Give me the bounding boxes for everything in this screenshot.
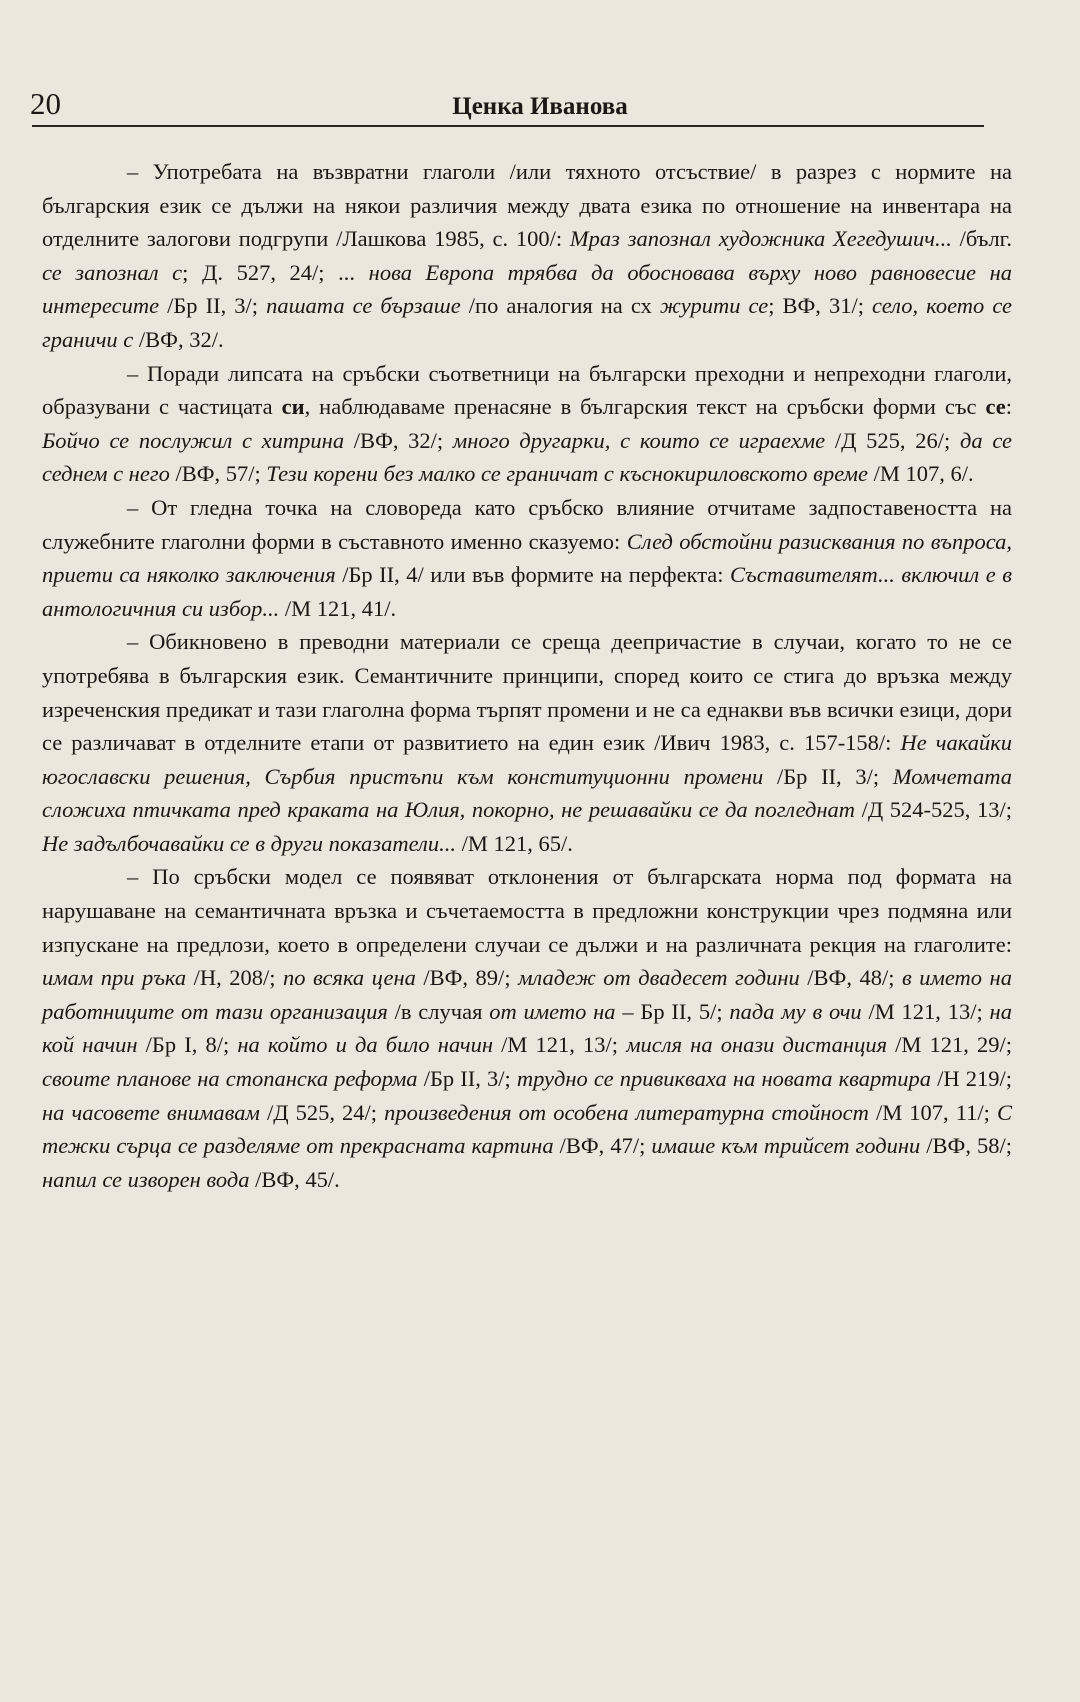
example-text: своите планове на стопанска реформа <box>42 1066 418 1092</box>
paragraph-text: /Бр II, 3/; <box>159 293 267 319</box>
paragraph-text: /ВФ, 45/. <box>249 1166 340 1192</box>
example-text: напил се изворен вода <box>42 1166 250 1192</box>
paragraph <box>42 491 1012 625</box>
paragraph-text: , наблюдаваме пренасяне в българския текст на сръбски форми със <box>304 394 986 420</box>
paragraph-text: /Н, 208/; <box>186 965 284 991</box>
paragraph-text: ; ВФ, 31/; <box>768 293 873 319</box>
paragraph-text: /М 121, 29/; <box>887 1032 1013 1058</box>
emphasis-text: се <box>985 394 1006 420</box>
paragraph <box>42 860 1012 1196</box>
paragraph-text: /Бр I, 8/; <box>137 1032 238 1058</box>
paragraph-text: /ВФ, 47/; <box>553 1133 652 1159</box>
paragraph-text: /ВФ, 48/; <box>799 965 902 991</box>
paragraph-text: /Д 525, 26/; <box>825 427 960 453</box>
paragraph-text: /ВФ, 57/; <box>169 461 267 487</box>
example-text: мисля на онази дистанция <box>626 1032 888 1058</box>
header-rule <box>32 125 984 127</box>
example-text: Мраз запознал художника Хегедушич... <box>569 226 952 252</box>
example-text: се запознал с <box>42 259 183 285</box>
running-head: Ценка Иванова <box>452 93 628 120</box>
paragraph-text: /Д 524-525, 13/; <box>855 797 1012 823</box>
paragraph-text: – Обикновено в преводни материали се среща деепричастие в случаи, когато то не се употребява в българския език. Семантичните принципи, според които се стига до връзка между изреченския предикат и тази глаголна форма търпят промени и не са еднакви във всички езици, дори се различават в отделните етапи от развитието на един език /Ивич 1983, с. 157-158/: <box>42 629 1012 756</box>
paragraph-text: /в случая <box>387 998 490 1024</box>
paragraph-text: /бълг. <box>951 226 1012 252</box>
paragraph-text: /М 121, 41/. <box>279 595 397 621</box>
example-text: на кой начин <box>42 998 1012 1058</box>
paragraph-text: /ВФ, 32/; <box>344 427 453 453</box>
example-text: пада му в очи <box>729 998 862 1024</box>
paragraph-text: /Бр II, 3/; <box>417 1066 517 1092</box>
paragraph <box>42 625 1012 860</box>
paragraph-text: /Н 219/; <box>930 1066 1012 1092</box>
example-text: пашата се бързаше <box>266 293 461 319</box>
paragraph-text: /М 107, 11/; <box>868 1099 997 1125</box>
paragraph-text: – Поради липсата на сръбски съответници на български преходни и непреходни глаголи, образувани с частицата <box>42 360 1012 420</box>
example-text: Съставителят... включил е в антологичния си избор... <box>42 562 1012 621</box>
paragraph-text: ; Д. 527, 24/; ... <box>182 259 369 285</box>
paragraph-text: – Бр II, 5/; <box>615 998 730 1024</box>
paragraph-text: /ВФ, 58/; <box>920 1133 1012 1159</box>
example-text: Момчетата сложиха птичката пред краката на Юлия, покорно, не решавайки се да погледнат <box>42 763 1012 823</box>
example-text: имам при ръка <box>42 965 187 991</box>
example-text: След обстойни разисквания по въпроса, приети са няколко заключения <box>42 528 1012 588</box>
example-text: произведения от особена литературна стойност <box>384 1099 869 1125</box>
example-text: Не задълбочавайки се в други показатели... <box>42 830 456 856</box>
example-text: много другарки, с които се играехме <box>452 427 826 453</box>
example-text: да се седнем с него <box>42 427 1013 487</box>
example-text: Бойчо се послужил с хитрина <box>42 427 345 453</box>
paragraph-text: /М 107, 6/. <box>867 461 974 487</box>
paragraph-text: /М 121, 65/. <box>455 830 573 856</box>
paragraph-text: /Бр II, 3/; <box>763 763 893 789</box>
paragraph-text: – От гледна точка на словореда като сръбско влияние отчитаме задпоставеността на служебните глаголни форми в съставното именно сказуемо: <box>42 494 1012 554</box>
example-text: журити се <box>659 293 769 319</box>
example-text: С тежки сърца се разделяме от прекрасната картина <box>42 1099 1012 1159</box>
example-text: от името на <box>489 998 616 1024</box>
paragraph-text: /М 121, 13/; <box>493 1032 627 1058</box>
paragraph <box>42 155 1012 357</box>
example-text: на часовете внимавам <box>42 1099 260 1125</box>
example-text: младеж от двадесет години <box>518 965 800 991</box>
paragraph-text: /по аналогия на сх <box>460 293 660 319</box>
example-text: на който и да било начин <box>237 1032 494 1058</box>
example-text: в името на работниците от тази организация <box>42 965 1012 1024</box>
page-number: 20 <box>30 86 61 121</box>
paragraph-text: – Употребата на възвратни глаголи /или тяхното отсъствие/ в разрез с нормите на българския език се дължи на някои различия между двата езика по отношение на инвентара на отделните залогови подгрупи /Лашкова 1985, с. 100/: <box>42 159 1012 252</box>
example-text: трудно се привикваха на новата квартира <box>516 1066 931 1092</box>
paragraph-text: – По сръбски модел се появяват отклонения от българската норма под формата на нарушаване на семантичната връзка и съчетаемостта в предложни конструкции чрез подмяна или изпускане на предлози, което в определени случаи се дължи и на различната рекция на глаголите: <box>42 864 1012 957</box>
emphasis-text: си <box>281 394 305 420</box>
paragraph-text: /М 121, 13/; <box>861 998 990 1024</box>
example-text: нова Европа трябва да обосновава върху ново равновесие на интересите <box>42 259 1012 319</box>
body-text <box>42 155 1012 1196</box>
example-text: Не чакайки югославски решения, Сърбия пристъпи към конституционни промени <box>42 730 1012 789</box>
paragraph-text: : <box>1005 394 1012 420</box>
paragraph-text: /ВФ, 89/; <box>415 965 519 991</box>
example-text: по всяка цена <box>283 965 416 991</box>
paragraph-text: /ВФ, 32/. <box>133 326 224 352</box>
paragraph-text: /Д 525, 24/; <box>259 1099 385 1125</box>
paragraph <box>42 357 1012 491</box>
example-text: село, което се граничи с <box>42 293 1012 352</box>
example-text: Тези корени без малко се граничат с къснокириловското време <box>266 461 868 487</box>
paragraph-text: /Бр II, 4/ или във формите на перфекта: <box>335 562 731 588</box>
example-text: имаше към трийсет години <box>651 1133 921 1159</box>
